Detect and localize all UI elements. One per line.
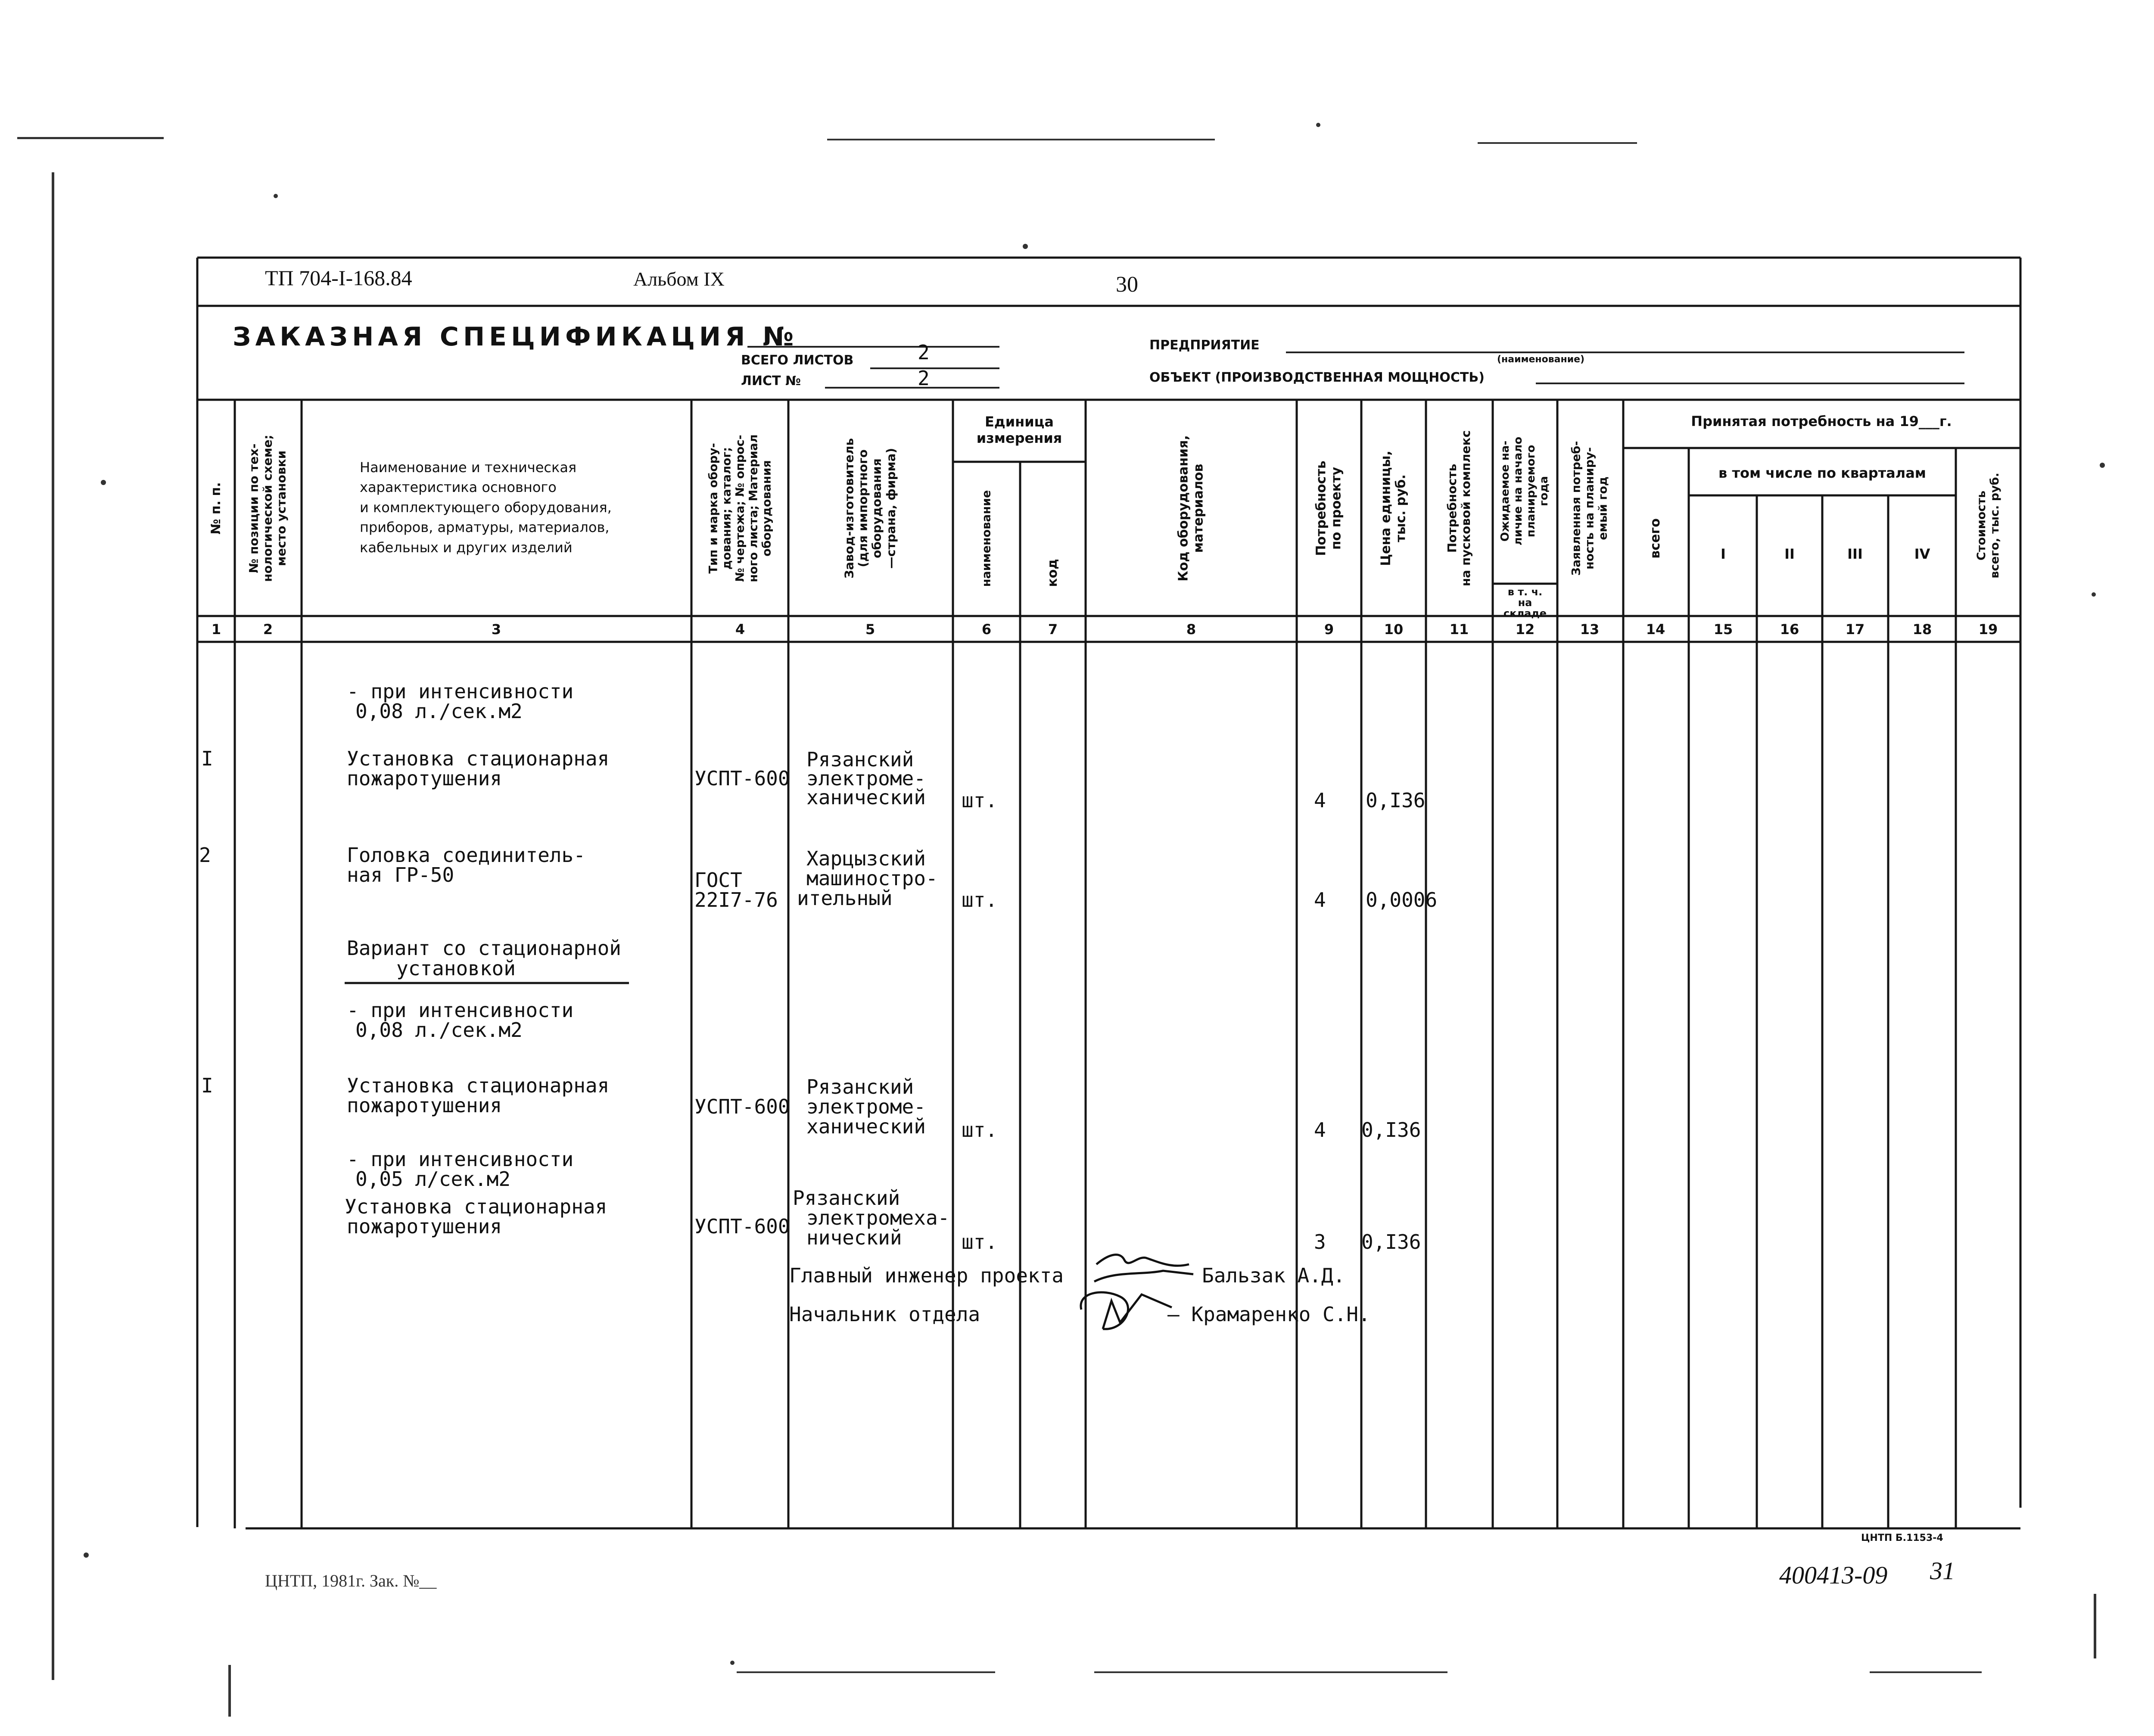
item-type: УСПТ-600 — [694, 767, 790, 790]
intensity-line: - при интенсивности — [347, 680, 574, 703]
col-number: 17 — [1845, 621, 1865, 638]
col-1-header: № п. п. — [208, 482, 224, 535]
item-name: Установка стационарная — [345, 1195, 607, 1218]
print-stamp: ЦНТП, 1981г. Зак. №__ — [265, 1571, 437, 1590]
item-name: ная ГР-50 — [347, 863, 454, 887]
item-maker: Рязанский — [793, 1186, 900, 1210]
object-label: ОБЪЕКТ (ПРОИЗВОДСТВЕННАЯ МОЩНОСТЬ) — [1149, 370, 1485, 385]
document-code: ТП 704-I-168.84 — [265, 266, 412, 290]
col-number: 12 — [1515, 621, 1535, 638]
item-quantity: 4 — [1314, 789, 1326, 812]
item-maker: машиностро- — [806, 867, 938, 890]
col-number: 11 — [1449, 621, 1469, 638]
item-maker: ханический — [806, 1115, 926, 1138]
quarters-group-header: в том числе по кварталам — [1718, 465, 1926, 481]
col-11-header: Потребность на пусковой комплекс — [1444, 430, 1473, 587]
item-unit: шт. — [962, 1118, 998, 1142]
unit-group-header: Единица измерения — [976, 414, 1062, 447]
item-quantity: 4 — [1314, 888, 1326, 912]
intensity-line: 0,08 л./сек.м2 — [355, 700, 523, 723]
page-number: 30 — [1116, 272, 1138, 297]
item-price: 0,0006 — [1366, 888, 1438, 912]
row-number: I — [201, 1074, 213, 1097]
col-5-header: Завод-изготовитель (для импортного оборудования —страна, фирма) — [842, 438, 898, 579]
col-number: 4 — [735, 621, 745, 638]
col-number: 6 — [981, 621, 992, 638]
col-number: 9 — [1324, 621, 1334, 638]
col-number: 2 — [263, 621, 273, 638]
item-name: пожаротушения — [347, 1215, 502, 1238]
dept-head-name: — Крамаренко С.Н. — [1167, 1303, 1370, 1326]
quarter-4-header: IV — [1914, 546, 1930, 562]
col-number: 7 — [1048, 621, 1058, 638]
col-8-header: Код оборудования, материалов — [1176, 435, 1206, 582]
intensity-line: - при интенсивности — [347, 999, 574, 1022]
total-sheets-label: ВСЕГО ЛИСТОВ — [741, 353, 854, 368]
accepted-group-header: Принятая потребность на 19___г. — [1691, 413, 1952, 429]
item-quantity: 3 — [1314, 1230, 1326, 1254]
col-number: 1 — [211, 621, 221, 638]
item-name: Установка стационарная — [347, 747, 610, 770]
sheet-label: ЛИСТ № — [741, 373, 801, 389]
col-10-header: Цена единицы, тыс. руб. — [1378, 451, 1408, 566]
chief-engineer-name: Бальзак А.Д. — [1202, 1264, 1345, 1287]
quarter-3-header: III — [1847, 546, 1863, 562]
item-maker: электромеха- — [806, 1206, 950, 1229]
intensity-line: 0,05 л/сек.м2 — [355, 1167, 511, 1191]
col-13-header: Заявленная потреб- ность на планиру- емый год — [1569, 441, 1610, 576]
col-4-header: Тип и марка обору- дования; каталог; № чертежа; № опрос- ного листа; Материал оборудования — [707, 434, 774, 582]
variant-heading: Вариант со стационарной — [347, 936, 621, 960]
sheet-number: 31 — [1930, 1557, 1955, 1585]
item-name: Установка стационарная — [347, 1074, 610, 1097]
item-type: УСПТ-600 — [694, 1215, 790, 1238]
col-2-header: № позиции по тех- нологической схеме; место установки — [246, 435, 289, 582]
item-maker: нический — [806, 1226, 902, 1249]
item-name: пожаротушения — [347, 1094, 502, 1117]
col-number: 10 — [1384, 621, 1404, 638]
col-9-header: Потребность по проекту — [1314, 460, 1344, 556]
col-number: 3 — [491, 621, 501, 638]
chief-engineer-label: Главный инженер проекта — [789, 1264, 1064, 1287]
item-maker: электроме- — [806, 767, 926, 790]
row-number: 2 — [199, 843, 211, 867]
item-name: Головка соединитель- — [347, 843, 585, 867]
stamp-code: ЦНТП Б.1153-4 — [1861, 1533, 1943, 1543]
col-number: 5 — [865, 621, 875, 638]
variant-heading: установкой — [396, 957, 516, 980]
item-price: 0,I36 — [1361, 1230, 1421, 1254]
col-number: 13 — [1580, 621, 1600, 638]
col-number: 19 — [1978, 621, 1998, 638]
item-name: пожаротушения — [347, 767, 502, 790]
col-number: 16 — [1780, 621, 1799, 638]
total-sheets-value: 2 — [918, 341, 930, 364]
archive-number: 400413-09 — [1779, 1561, 1888, 1589]
col-12-header: Ожидаемое на- личие на начало планируемого года — [1499, 436, 1550, 546]
item-maker: электроме- — [806, 1095, 926, 1118]
col-7-header: код — [1045, 559, 1060, 587]
item-type: 22I7-76 — [694, 888, 778, 912]
item-maker: Рязанский — [806, 748, 914, 771]
item-maker: ительный — [797, 887, 893, 910]
item-unit: шт. — [962, 1230, 998, 1254]
item-maker: Харцызский — [806, 847, 926, 870]
col-number: 15 — [1713, 621, 1733, 638]
intensity-line: 0,08 л./сек.м2 — [355, 1018, 523, 1042]
name-hint: (наименование) — [1497, 354, 1585, 365]
col-14-header: всего — [1647, 518, 1663, 559]
row-number: I — [201, 747, 213, 770]
item-quantity: 4 — [1314, 1118, 1326, 1142]
quarter-1-header: I — [1721, 546, 1726, 562]
col-19-header: Стоимость всего, тыс. руб. — [1974, 473, 2001, 579]
col-3-header: Наименование и техническая характеристика основного и комплектующего оборудования, приборов, арматуры, материалов, кабельных и других изделий — [360, 459, 612, 556]
album-label: Альбом IX — [633, 268, 725, 290]
intensity-line: - при интенсивности — [347, 1148, 574, 1171]
item-maker: Рязанский — [806, 1075, 914, 1098]
sheet-value: 2 — [918, 367, 930, 390]
item-unit: шт. — [962, 888, 998, 912]
quarter-2-header: II — [1784, 546, 1795, 562]
item-type: ГОСТ — [694, 868, 742, 892]
col-number: 14 — [1646, 621, 1665, 638]
dept-head-label: Начальник отдела — [789, 1303, 981, 1326]
item-price: 0,I36 — [1361, 1118, 1421, 1142]
item-unit: шт. — [962, 789, 998, 812]
col-12-sub-header: в т. ч. на складе — [1503, 586, 1547, 620]
col-number: 18 — [1912, 621, 1932, 638]
col-number: 8 — [1186, 621, 1196, 638]
item-maker: ханический — [806, 786, 926, 809]
enterprise-label: ПРЕДПРИЯТИЕ — [1149, 338, 1260, 353]
item-price: 0,I36 — [1366, 789, 1426, 812]
col-6-header: наименование — [980, 490, 993, 587]
item-type: УСПТ-600 — [694, 1095, 790, 1118]
spec-title: ЗАКАЗНАЯ СПЕЦИФИКАЦИЯ № — [233, 322, 798, 352]
